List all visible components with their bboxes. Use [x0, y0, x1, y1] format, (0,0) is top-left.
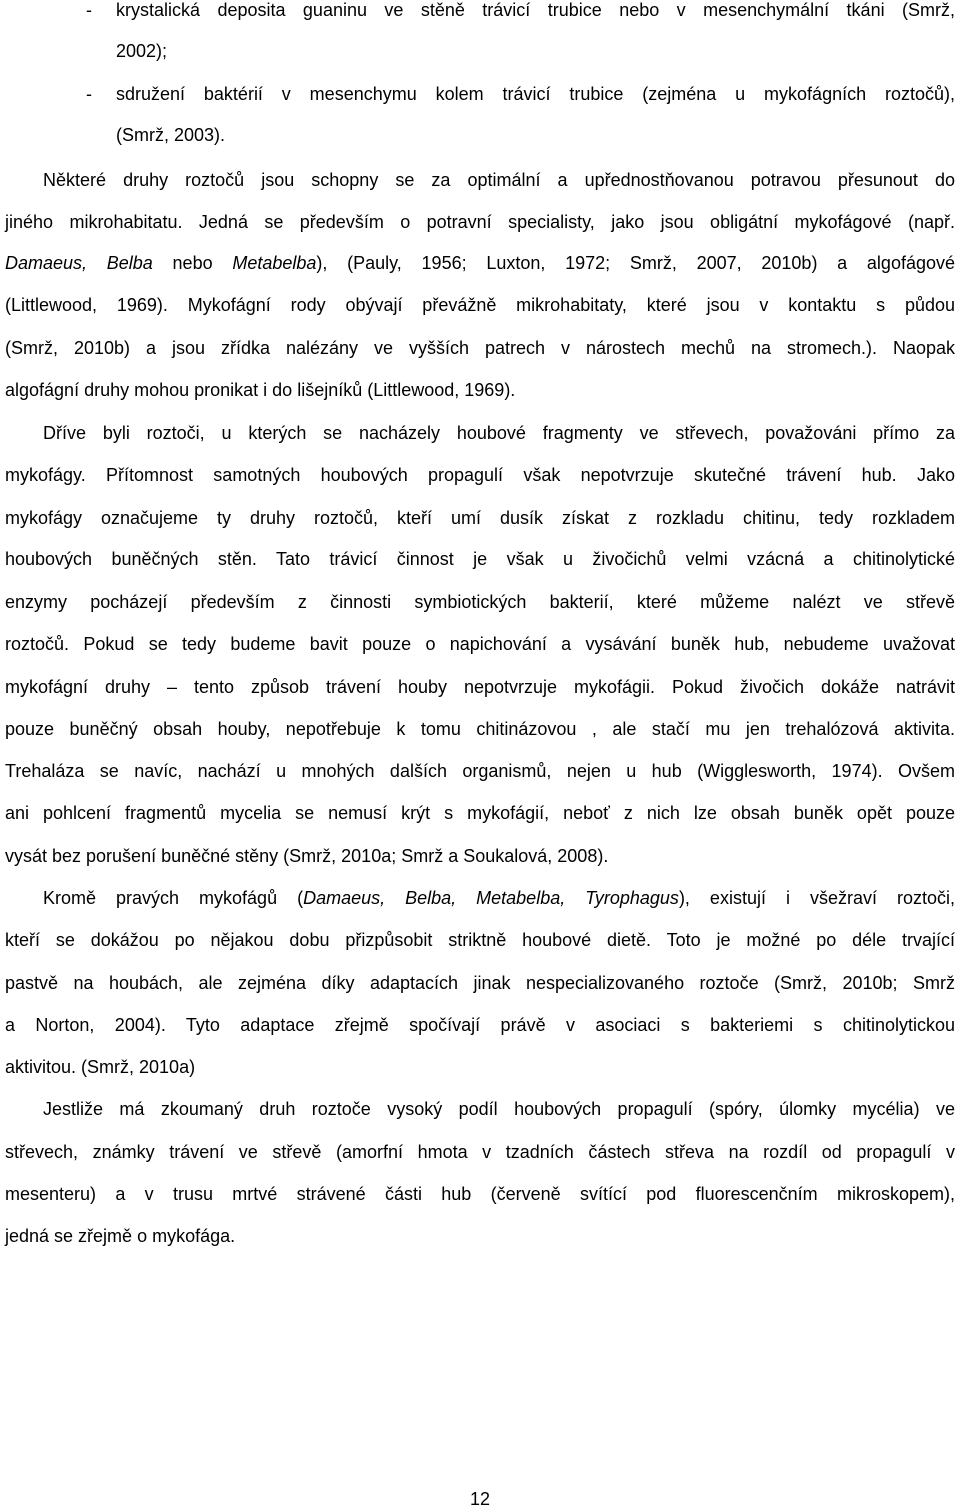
paragraph-line: mesenteru) a v trusu mrtvé strávené části hub (červeně svítící pod fluorescenčním mikroskopem),: [5, 1184, 955, 1204]
list-marker: -: [86, 84, 92, 104]
paragraph-line: aktivitou. (Smrž, 2010a): [5, 1057, 196, 1077]
paragraph-line: (Smrž, 2010b) a jsou zřídka nalézány ve vyšších patrech v nárostech mechů na stromech.). Naopak: [5, 338, 955, 358]
paragraph-line: Některé druhy roztočů jsou schopny se za optimální a upřednostňovanou potravou přesunout do: [43, 170, 955, 190]
paragraph-line: pouze buněčný obsah houby, nepotřebuje k tomu chitinázovou , ale stačí mu jen trehalózová aktivita.: [5, 719, 955, 739]
list-item-line: (Smrž, 2003).: [116, 125, 226, 145]
paragraph-line: Jestliže má zkoumaný druh roztoče vysoký podíl houbových propagulí (spóry, úlomky mycélia) ve: [43, 1099, 955, 1119]
paragraph-line: algofágní druhy mohou pronikat i do lišejníků (Littlewood, 1969).: [5, 380, 516, 400]
paragraph-line: střevech, známky trávení ve střevě (amorfní hmota v tzadních částech střeva na rozdíl od propagulí v: [5, 1142, 955, 1162]
list-item-line: 2002);: [116, 41, 168, 61]
paragraph-line: mykofágy. Přítomnost samotných houbových propagulí však nepotvrzuje skutečné trávení hub. Jako: [5, 465, 955, 485]
list-item-line: sdružení baktérií v mesenchymu kolem trávicí trubice (zejména u mykofágních roztočů),: [116, 84, 955, 104]
paragraph-line: mykofágní druhy – tento způsob trávení houby nepotvrzuje mykofágii. Pokud živočich dokáže natrávit: [5, 677, 955, 697]
paragraph-line: (Littlewood, 1969). Mykofágní rody obývají převážně mikrohabitaty, které jsou v kontaktu s půdou: [5, 295, 955, 315]
taxon-name: Damaeus, Belba, Metabelba, Tyrophagus: [303, 888, 679, 908]
paragraph-line: ani pohlcení fragmentů mycelia se nemusí krýt s mykofágií, neboť z nich lze obsah buněk opět pouze: [5, 803, 955, 823]
page-number: 12: [469, 1489, 491, 1509]
paragraph-line: jedná se zřejmě o mykofága.: [5, 1226, 236, 1246]
paragraph-line: enzymy pocházejí především z činnosti symbiotických bakterií, které můžeme nalézt ve střevě: [5, 592, 955, 612]
list-item-line: krystalická deposita guaninu ve stěně trávicí trubice nebo v mesenchymální tkáni (Smrž,: [116, 0, 955, 20]
list-marker: -: [86, 0, 92, 20]
paragraph-line: Damaeus, Belba nebo Metabelba), (Pauly, 1956; Luxton, 1972; Smrž, 2007, 2010b) a algofágové: [5, 253, 955, 273]
paragraph-line: houbových buněčných stěn. Tato trávicí činnost je však u živočichů velmi vzácná a chitinolytické: [5, 549, 955, 569]
paragraph-line: roztočů. Pokud se tedy budeme bavit pouze o napichování a vysávání buněk hub, nebudeme uvažovat: [5, 634, 955, 654]
paragraph-line: jiného mikrohabitatu. Jedná se především o potravní specialisty, jako jsou obligátní mykofágové (např.: [5, 212, 955, 232]
paragraph-line: vysát bez porušení buněčné stěny (Smrž, 2010a; Smrž a Soukalová, 2008).: [5, 846, 609, 866]
taxon-name: Damaeus, Belba: [5, 253, 153, 273]
paragraph-line: mykofágy označujeme ty druhy roztočů, kteří umí dusík získat z rozkladu chitinu, tedy rozkladem: [5, 508, 955, 528]
paragraph-line: Dříve byli roztoči, u kterých se nacházely houbové fragmenty ve střevech, považováni přímo za: [43, 423, 955, 443]
paragraph-line: Trehaláza se navíc, nachází u mnohých dalších organismů, nejen u hub (Wigglesworth, 1974). Ovšem: [5, 761, 955, 781]
paragraph-line: Kromě pravých mykofágů (Damaeus, Belba, Metabelba, Tyrophagus), existují i všežraví roztoči,: [43, 888, 955, 908]
paragraph-line: kteří se dokážou po nějakou dobu přizpůsobit striktně houbové dietě. Toto je možné po déle trvající: [5, 930, 955, 950]
paragraph-line: a Norton, 2004). Tyto adaptace zřejmě spočívají právě v asociaci s bakteriemi s chitinolytickou: [5, 1015, 955, 1035]
paragraph-line: pastvě na houbách, ale zejména díky adaptacích jinak nespecializovaného roztoče (Smrž, 2010b; Smrž: [5, 973, 955, 993]
taxon-name: Metabelba: [232, 253, 317, 273]
